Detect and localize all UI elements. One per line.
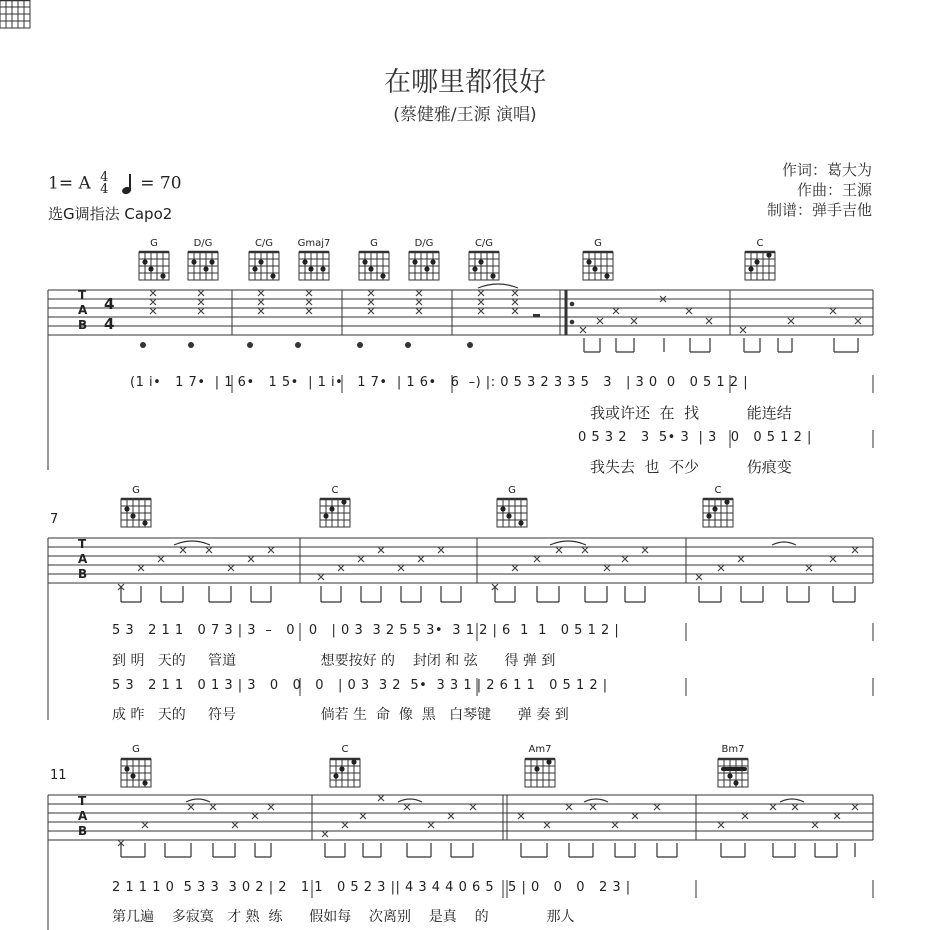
chord-name: Bm7 bbox=[721, 744, 745, 755]
bass-notes-1 bbox=[140, 314, 540, 348]
chord-name: Gmaj7 bbox=[297, 238, 331, 249]
lyric-line: 第几遍 多寂寞 才 熟 练 假如每 次离别 是真 的 那人 bbox=[112, 909, 575, 925]
arranger-credit: 制谱：弹手吉他 bbox=[766, 201, 872, 219]
chord-name: C bbox=[756, 238, 764, 249]
tab-letter: B bbox=[78, 318, 88, 332]
repeat-dots bbox=[570, 302, 575, 325]
tab-letter: A bbox=[78, 303, 88, 317]
measure-number: 11 bbox=[50, 768, 67, 783]
chord-name: C bbox=[331, 485, 339, 496]
tab-letter: A bbox=[78, 552, 88, 566]
tab-letter: T bbox=[78, 794, 87, 808]
lyric-line: 我或许还 在 找 能连结 bbox=[590, 404, 792, 422]
chord-name: G bbox=[370, 238, 378, 249]
numbered-notation-row: 5 3 2 1 1 0 1 3 | 3 0 0 0 | 0 3 3 2 5• 3 3 1 | 2 6 1 1 0 5 1 2 | bbox=[112, 678, 608, 693]
beams bbox=[121, 284, 858, 857]
chord-name: C/G bbox=[474, 238, 494, 249]
tab-time-signature bbox=[104, 294, 114, 334]
chord-name: Am7 bbox=[528, 744, 552, 755]
chord-name: C bbox=[341, 744, 349, 755]
numbered-notation-row: 0 5 3 2 3 5• 3 | 3 0 0 5 1 2 | bbox=[578, 430, 812, 445]
tab-notes-3 bbox=[118, 795, 858, 846]
chord-name: G bbox=[132, 485, 140, 496]
lyricist-credit: 作词：葛大为 bbox=[781, 161, 872, 179]
tab-notes-2 bbox=[118, 547, 858, 590]
tab-letter: T bbox=[78, 537, 87, 551]
tab-letter: B bbox=[78, 567, 88, 581]
tab-notes-1 bbox=[150, 290, 861, 333]
capo-info: 选G调指法 Capo2 bbox=[48, 205, 173, 223]
chord-name: G bbox=[594, 238, 602, 249]
lyric-line: 我失去 也 不少 伤痕变 bbox=[590, 458, 792, 476]
time-sig-top: 4 bbox=[104, 295, 115, 313]
time-top: 4 bbox=[100, 170, 109, 185]
lyric-line: 到 明 天的 管道 想要按好 的 封闭 和 弦 得 弹 到 bbox=[112, 653, 556, 669]
composer-credit: 作曲：王源 bbox=[796, 181, 872, 199]
chord-name: D/G bbox=[414, 238, 434, 249]
tab-letter: T bbox=[78, 288, 87, 302]
tab-clef bbox=[78, 794, 87, 839]
key-label: 1= A bbox=[48, 173, 91, 194]
chord-name: D/G bbox=[193, 238, 213, 249]
numbered-notation-row: 2 1 1 1 0 5 3 3 3 0 2 | 2 1 1 0 5 2 3 || 4 3 4 4 0 6 5 5 | 0 0 0 2 3 | bbox=[112, 880, 631, 895]
song-subtitle: (蔡健雅/王源 演唱) bbox=[393, 105, 537, 125]
chord-name: G bbox=[508, 485, 516, 496]
tab-letter: B bbox=[78, 824, 88, 838]
time-sig-bottom: 4 bbox=[104, 315, 115, 333]
time-bottom: 4 bbox=[100, 182, 109, 197]
chord-name: C bbox=[714, 485, 722, 496]
song-title: 在哪里都很好 bbox=[384, 67, 546, 98]
tab-letter: A bbox=[78, 809, 88, 823]
numbered-notation-row: 5 3 2 1 1 0 7 3 | 3 – 0 0 | 0 3 3 2 5 5 3• 3 1 2 | 6 1 1 0 5 1 2 | bbox=[112, 623, 620, 638]
numbered-notation-row: (1 i• 1 7• | 1 6• 1 5• | 1 i• 1 7• | 1 6• 6 –) |: 0 5 3 2 3 3 5 3 | 3 0 0 0 5 1 2 | bbox=[130, 375, 749, 390]
chord-name: C/G bbox=[254, 238, 274, 249]
lyric-line: 成 昨 天的 符号 倘若 生 命 像 黑 白琴键 弹 奏 到 bbox=[112, 707, 569, 723]
chord-name: G bbox=[132, 744, 140, 755]
tempo-value: = 70 bbox=[140, 173, 182, 194]
tab-clef bbox=[78, 537, 87, 582]
tab-clef bbox=[78, 288, 87, 333]
chord-name: G bbox=[150, 238, 158, 249]
measure-number: 7 bbox=[50, 512, 59, 527]
